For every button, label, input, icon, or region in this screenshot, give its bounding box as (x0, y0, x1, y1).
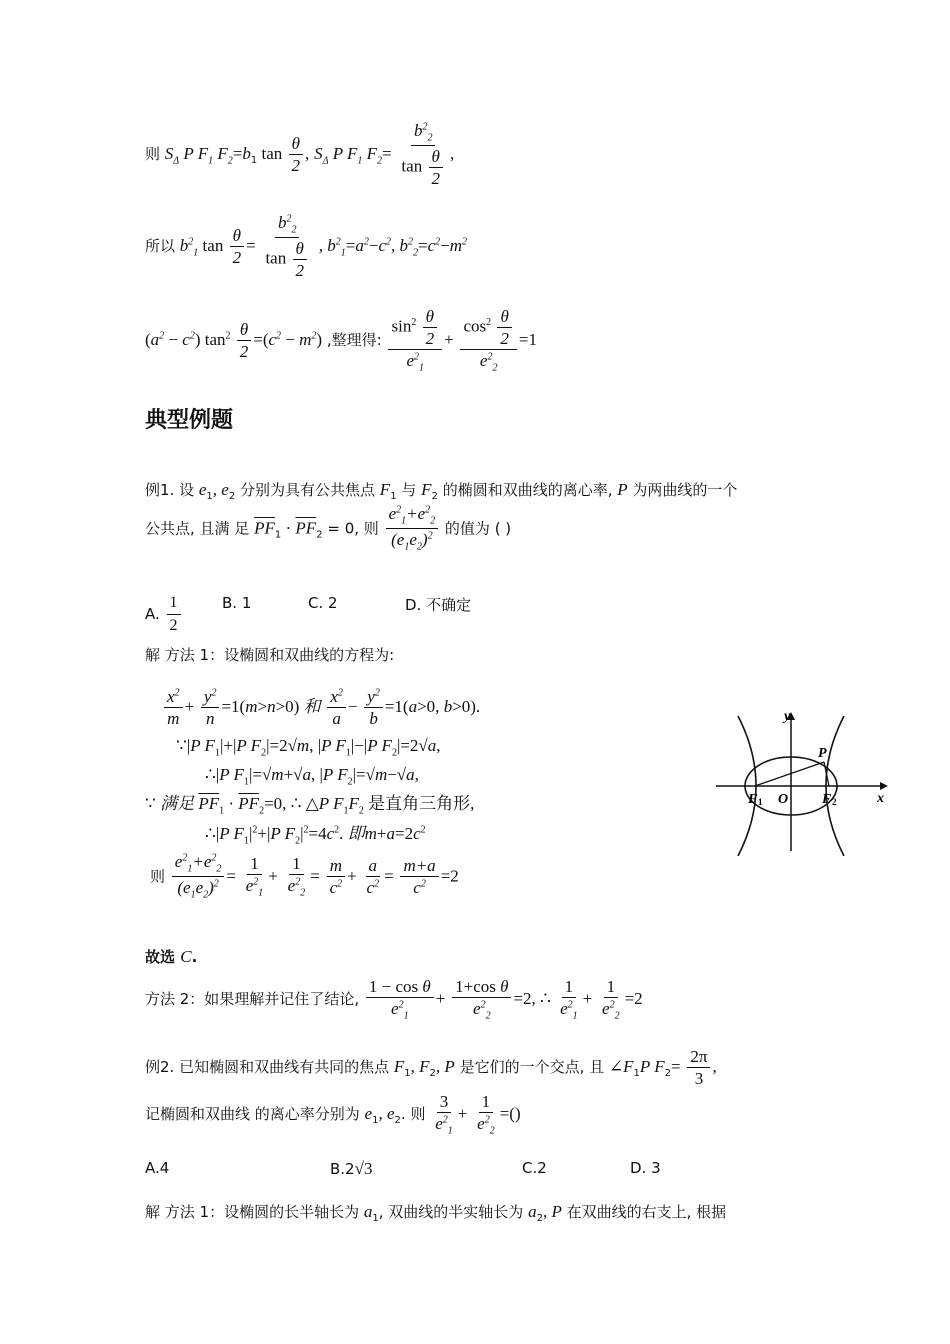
svg-text:2: 2 (832, 797, 837, 807)
example1-line-2: 公共点, 且满 足 $\overline{PF}_1 \cdot \overline{PF}_2 = 0$, 则 $\frac{e^2_1+e^2_2}{(e_1e_2)^2}$ 的值为 ( ) (145, 504, 512, 553)
example2-solution: 解 方法 1：设椭圆的长半轴长为 $a_1$, 双曲线的半实轴长为 $a_2$, P 在双曲线的右支上, 根据 (145, 1202, 727, 1224)
example2-option-c: C.2 (522, 1159, 547, 1177)
method2-line: 方法 2：如果理解并记住了结论, $\frac{\text{1 − cos θ}}{e^2_1}$ + $\frac{\text{1+cos θ}}{e^2_2}$ =2, ∴ $\frac{1}{e^2_1}$ + $\frac{1}{e^2_2}$ =2 (145, 977, 643, 1022)
option-b: B. 1 (222, 594, 252, 612)
option-c: C. 2 (308, 594, 338, 612)
example1-line2-c: 的值为 ( ) (444, 519, 512, 538)
diagram-label-f2: F (822, 792, 832, 807)
svg-text:1: 1 (758, 797, 763, 807)
sol-eq-3: ∴|P $F_1|=√m+√a$, |P $F_2|=√m-√a$, (205, 765, 419, 788)
example1-line-1: 例1. 设 $e_1$, $e_2$ 分别为具有公共焦点 $F_1$ 与 $F_2$ 的椭圆和双曲线的离心率, P 为两曲线的一个 (145, 480, 738, 502)
diagram-label-o: O (778, 792, 789, 807)
diagram-label-p: P (818, 746, 827, 761)
example1-text-a: 分别为具有公共焦点 (240, 481, 376, 499)
example1-label: 例1. 设 (145, 481, 195, 499)
diagram-label-x: x (877, 791, 884, 806)
sol-eq-1: $\frac{x^2}{m}$ + $\frac{y^2}{n}$ =1(m>n>0) 和 $\frac{x^2}{a}$ − $\frac{y^2}{b}$ =1(a>0, b>0). (162, 688, 480, 727)
example2-option-d: D. 3 (630, 1159, 661, 1177)
derivation-prefix-2: 所以 (145, 237, 176, 256)
example1-text-b: 与 (401, 481, 417, 499)
example2-line-1: 例2. 已知椭圆和双曲线有共同的焦点 $F_1$, $F_2$, P 是它们的一个交点, 且 $\angle F_1P$ $F_2=$ $\frac{2\pi}{3}$ , (145, 1047, 717, 1088)
sol-eq-2: ∵|P $F_1|+|P$ $F_2|=2√m$, |P $F_1|-|P$ $F_2|=2√a$, (176, 736, 441, 759)
answer-value: C (180, 947, 192, 966)
ellipse-hyperbola-diagram (712, 706, 892, 856)
derivation-line-1: 则 $S_\Delta$ P $F_1$ $F_2=b_1$ tan $\frac{\theta}{2}$ , $S_\Delta$ P $F_1$ $F_2=$ $b^2_2$ tan $\frac{\theta}{2}$ , (145, 121, 455, 189)
example1-line2-a: 公共点, 且满 足 (145, 519, 250, 538)
example1-text-d: 为两曲线的一个 (632, 481, 738, 499)
sol-eq-6: 则 $\frac{e^2_1+e^2_2}{(e_1e_2)^2}$ = $\frac{1}{e^2_1}$ + $\frac{1}{e^2_2}$ = $\frac{m}{c^2}$ + $\frac{a}{c^2}$ = $\frac{m+a}{c^2}$ =2 (150, 852, 459, 901)
solution-intro: 解 方法 1：设椭圆和双曲线的方程为: (145, 646, 395, 664)
diagram-label-f1: F (748, 792, 758, 807)
derivation-line-3: $(a^2 - c^2)$ $\tan^2$ $\frac{\theta}{2}$ $=(c^2 - m^2)$ ,整理得: $\sin^2$ $\frac{\theta}{2}$ $e^2_1$ + $\cos^2$ $\frac{\theta}{2}$ $e^2_2$ =1 (145, 307, 537, 374)
derivation-mid-3: ,整理得: (326, 331, 382, 350)
example2-line-2: 记椭圆和双曲线 的离心率分别为 $e_1$, $e_2$. 则 $\frac{3}{e^2_1}$ + $\frac{1}{e^2_2}$ =() (145, 1092, 521, 1137)
sol-eq-5: ∴|P $F_1|^2+|P$ $F_2|^2=4c^2$. 即$m+a=2c^2$ (205, 824, 426, 847)
example1-line2-b: = 0, 则 (327, 519, 379, 538)
option-a: A. $\frac{1}{2}$ (145, 594, 183, 635)
derivation-line-2: 所以 $b^2_1$ tan $\frac{\theta}{2}$ = $b^2_2$ tan $\frac{\theta}{2}$ , $b^2_1=a^2-c^2$, $b^2_2=c^2-m^2$ (145, 213, 468, 281)
section-heading: 典型例题 (145, 408, 234, 433)
derivation-prefix-1: 则 (145, 145, 161, 164)
answer-line: 故选 C. (145, 947, 198, 966)
option-d: D. 不确定 (405, 596, 472, 614)
example1-text-c: 的椭圆和双曲线的离心率, (442, 481, 613, 499)
diagram-label-y: y (784, 709, 791, 724)
example2-option-a: A.4 (145, 1159, 170, 1177)
sol-eq-4: ∵ 满足 $\overline{PF}_1 \cdot \overline{PF}_2=0$, ∴ △P $F_1F_2$ 是直角三角形, (145, 794, 475, 817)
example2-option-b: B.2√3 (330, 1159, 373, 1178)
